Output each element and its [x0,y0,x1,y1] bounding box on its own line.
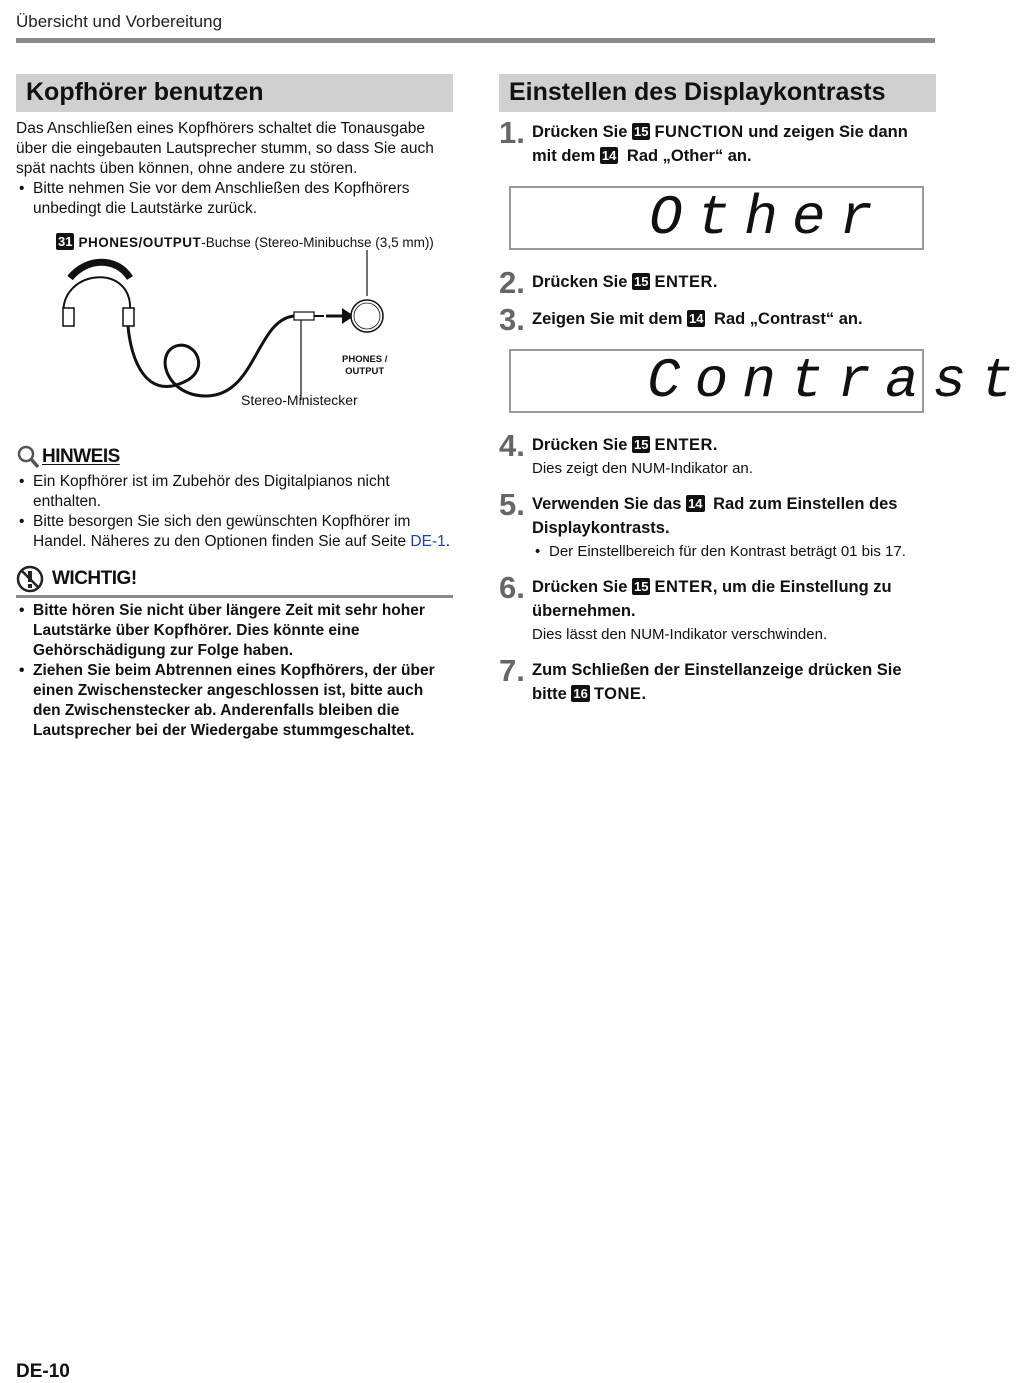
badge-16: 16 [573,686,588,701]
caption-rest: -Buchse (Stereo-Minibuchse (3,5 mm)) [201,235,434,250]
hinweis-bullet-1: • Ein Kopfhörer ist im Zubehör des Digitalpianos nicht enthalten. [16,472,453,512]
enter-key: ENTER [654,436,713,454]
wichtig-title: WICHTIG! [52,568,137,589]
function-key: FUNCTION [654,123,744,141]
badge-14: 14 [688,311,704,326]
headphone-illustration [16,250,453,428]
page-number: DE-10 [16,1361,70,1382]
right-column [499,74,1028,706]
warning-icon [16,565,46,593]
badge-14: 14 [688,496,703,511]
headphone-drawing [16,250,453,428]
hinweis-heading [16,442,453,472]
step-6: 6. Drücken Sie 15 ENTER, um die Einstellung zu übernehmen. Dies lässt den NUM-Indikator verschwinden. [499,570,892,643]
plug-label: Stereo-Ministecker [241,392,358,408]
intro-bullets [16,179,453,219]
enter-key: ENTER [654,273,713,291]
badge-31: 31 [58,234,73,249]
hinweis-bullets [16,472,453,552]
step-3: 3. Zeigen Sie mit dem 14 Rad „Contrast“ an. [499,302,863,337]
running-header: Übersicht und Vorbereitung [16,12,223,31]
badge-15: 15 [633,437,649,452]
phones-output-key: PHONES/OUTPUT [78,235,202,250]
left-column [16,74,453,741]
intro-paragraph: Das Anschließen eines Kopfhörers schaltet die Tonausgabe über die eingebauten Lautsprecher stumm, so dass Sie auch spät nachts üben können, ohne andere zu stören. [16,120,434,177]
intro-bullet: • Bitte nehmen Sie vor dem Anschließen des Kopfhörers unbedingt die Lautstärke zurück. [16,179,453,219]
wichtig-bullet-2: • Ziehen Sie beim Abtrennen eines Kopfhörers, der über einen Zwischenstecker angeschlossen ist, bitte auch den Zwischenstecker ab. Anderenfalls bleiben die Lautsprecher bei der Wiedergabe stummgeschaltet. [16,661,453,741]
section-title-contrast: Einstellen des Displaykontrasts [499,74,936,112]
page-link-de1[interactable]: DE-1 [410,533,446,550]
step-4: 4. Drücken Sie 15 ENTER. Dies zeigt den NUM-Indikator an. [499,428,753,477]
enter-key: ENTER [654,578,713,596]
jack-label: PHONES / OUTPUT [342,354,388,377]
step-2: 2. Drücken Sie 15 ENTER. [499,265,718,300]
lcd-display-contrast: Contrast [509,349,924,413]
magnifier-icon [16,444,40,470]
badge-14: 14 [601,148,617,163]
step-7: 7. Zum Schließen der Einstellanzeige drücken Sie bitte 16 TONE. [499,653,902,703]
tone-key: TONE [593,685,642,703]
illustration-caption [56,233,453,250]
wichtig-bullets [16,601,453,741]
wichtig-rule [16,595,453,598]
step-1: 1. Drücken Sie 15 FUNCTION und zeigen Sie dann mit dem 14 Rad „Other“ an. [499,115,908,165]
header-rule [16,38,935,43]
badge-15: 15 [633,274,649,289]
badge-15: 15 [633,579,649,594]
hinweis-bullet-2: • Bitte besorgen Sie sich den gewünschten Kopfhörer im Handel. Näheres zu den Optionen finden Sie auf Seite DE-1. [16,512,453,552]
lcd-display-other: Other [509,186,924,250]
hinweis-title: HINWEIS [42,446,120,467]
badge-15: 15 [633,124,649,139]
wichtig-bullet-1: • Bitte hören Sie nicht über längere Zeit mit sehr hoher Lautstärke über Kopfhörer. Dies könnte eine Gehörschädigung zur Folge haben. [16,601,453,661]
step-5: 5. Verwenden Sie das 14 Rad zum Einstellen des Displaykontrasts. • Der Einstellbereich für den Kontrast beträgt 01 bis 17. [499,492,936,562]
section-title-headphones: Kopfhörer benutzen [16,74,453,112]
wichtig-heading [16,564,453,594]
